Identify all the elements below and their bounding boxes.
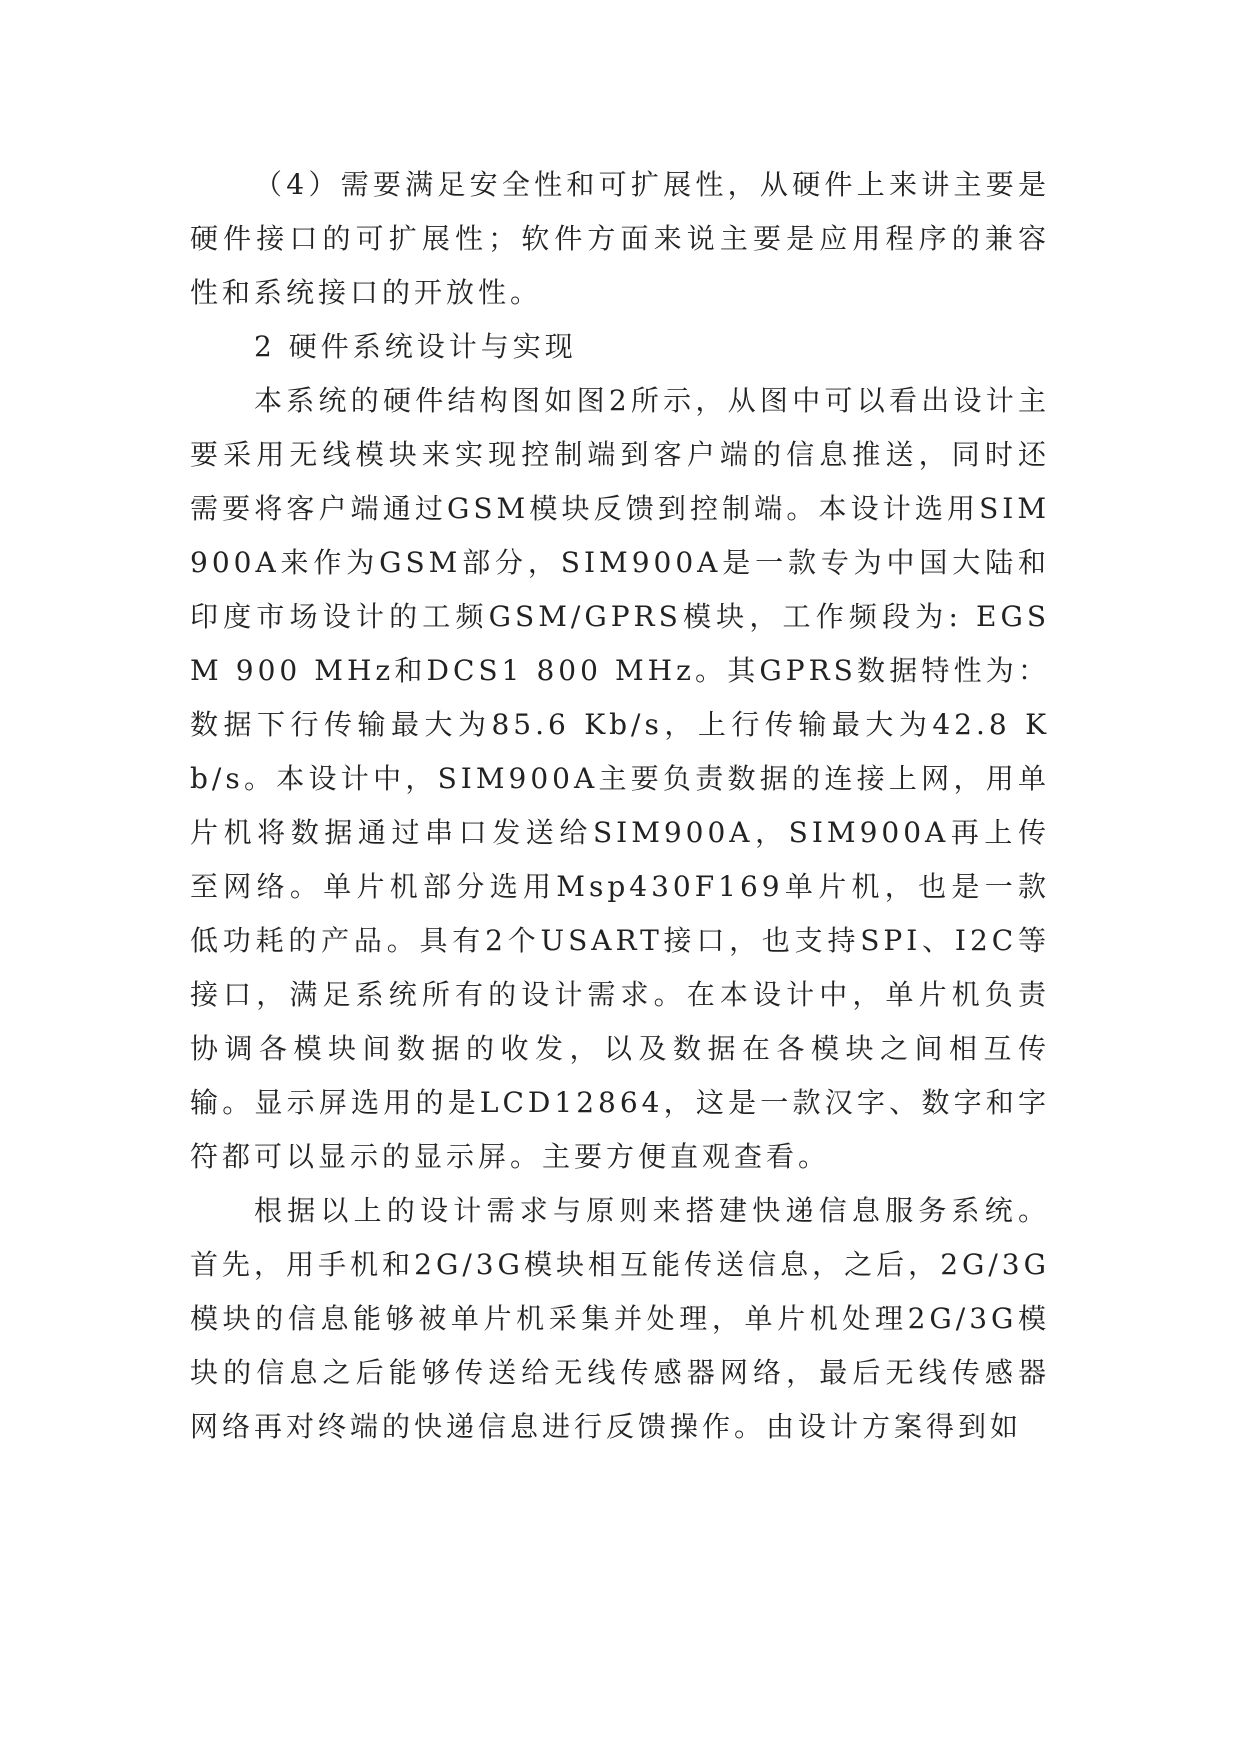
paragraph-system-build: 根据以上的设计需求与原则来搭建快递信息服务系统。首先，用手机和2G/3G模块相互能传送信息，之后，2G/3G模块的信息能够被单片机采集并处理，单片机处理2G/3G模块的信息之后能够传送给无线传感器网络，最后无线传感器网络再对终端的快递信息进行反馈操作。由设计方案得到如 bbox=[190, 1194, 1050, 1443]
paragraph-requirements: （4）需要满足安全性和可扩展性，从硬件上来讲主要是硬件接口的可扩展性；软件方面来说主要是应用程序的兼容性和系统接口的开放性。 bbox=[190, 168, 1050, 309]
paragraph-hardware-design: 本系统的硬件结构图如图2所示，从图中可以看出设计主要采用无线模块来实现控制端到客户端的信息推送，同时还需要将客户端通过GSM模块反馈到控制端。本设计选用SIM900A来作为GSM部分，SIM900A是一款专为中国大陆和印度市场设计的工频GSM/GPRS模块，工作频段为: EGSM 900 MHz和DCS1 800 MHz。其GPRS数据特性为：数据下行传输最大为85.6 Kb/s，上行传输最大为42.8 Kb/s。本设计中，SIM900A主要负责数据的连接上网，用单片机将数据通过串口发送给SIM900A，SIM900A再上传至网络。单片机部分选用Msp430F169单片机，也是一款低功耗的产品。具有2个USART接口，也支持SPI、I2C等接口，满足系统所有的设计需求。在本设计中，单片机负责协调各模块间数据的收发，以及数据在各模块之间相互传输。显示屏选用的是LCD12864，这是一款汉字、数字和字符都可以显示的显示屏。主要方便直观查看。 bbox=[190, 384, 1050, 1173]
document-body bbox=[190, 158, 1050, 1454]
section-heading: 2 硬件系统设计与实现 bbox=[254, 330, 577, 363]
